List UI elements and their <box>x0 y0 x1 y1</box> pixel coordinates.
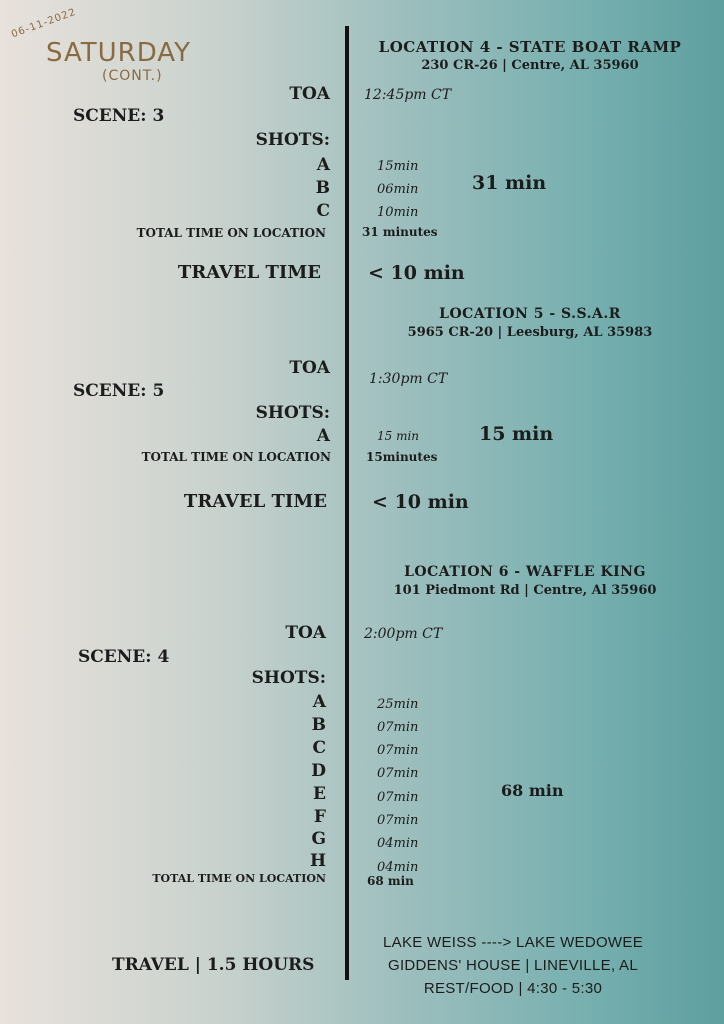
loc4-shot-letter: B <box>315 178 330 198</box>
loc6-shot-time: 07min <box>377 720 419 735</box>
loc4-travel-value: < 10 min <box>368 262 465 284</box>
footer-travel-label: TRAVEL | 1.5 HOURS <box>112 955 315 975</box>
loc6-toa-value: 2:00pm CT <box>364 626 443 642</box>
loc4-travel-label: TRAVEL TIME <box>177 262 321 283</box>
footer-route: LAKE WEISS ----> LAKE WEDOWEE <box>383 934 643 951</box>
loc4-address: 230 CR-26 | Centre, AL 35960 <box>421 58 639 73</box>
loc6-shot-letter: H <box>309 851 326 871</box>
loc6-shot-letter: F <box>313 807 326 827</box>
center-divider <box>345 26 349 980</box>
loc5-toa-label: TOA <box>289 358 330 378</box>
loc6-scene: SCENE: 4 <box>78 647 170 667</box>
loc4-shot-time: 10min <box>377 205 419 220</box>
loc6-summary: 68 min <box>501 781 564 800</box>
loc6-shot-time: 07min <box>377 813 419 828</box>
loc4-shot-time: 15min <box>377 159 419 174</box>
loc5-shots-label: SHOTS: <box>255 403 330 423</box>
continued-label: (CONT.) <box>102 68 163 84</box>
loc6-shot-time: 07min <box>377 743 419 758</box>
loc6-toa-label: TOA <box>285 623 326 643</box>
loc6-shot-time: 25min <box>377 697 419 712</box>
loc6-shot-time: 07min <box>377 790 419 805</box>
loc4-shot-letter: A <box>316 155 330 175</box>
loc4-shots-label: SHOTS: <box>255 130 330 150</box>
loc6-shot-time: 07min <box>377 766 419 781</box>
loc6-total-value: 68 min <box>367 874 414 888</box>
loc6-shots-label: SHOTS: <box>251 668 326 688</box>
loc5-title: LOCATION 5 - S.S.A.R <box>439 306 621 322</box>
loc4-toa-label: TOA <box>289 84 330 104</box>
loc6-shot-letter: D <box>311 761 326 781</box>
loc4-summary: 31 min <box>472 172 547 194</box>
loc5-shot-time: 15 min <box>377 429 420 443</box>
loc6-shot-letter: A <box>312 692 326 712</box>
footer-destination: GIDDENS' HOUSE | LINEVILLE, AL <box>387 957 638 974</box>
loc5-travel-value: < 10 min <box>372 491 469 513</box>
loc6-shot-letter: B <box>311 715 326 735</box>
loc4-shot-time: 06min <box>377 182 419 197</box>
loc4-scene: SCENE: 3 <box>73 106 165 126</box>
loc5-travel-label: TRAVEL TIME <box>183 491 327 512</box>
loc6-address: 101 Piedmont Rd | Centre, Al 35960 <box>393 583 657 598</box>
date-stamp: 06-11-2022 <box>10 6 78 41</box>
loc4-total-value: 31 minutes <box>362 225 438 239</box>
loc6-shot-letter: C <box>312 738 326 758</box>
loc5-total-value: 15minutes <box>366 450 438 464</box>
loc4-shot-letter: C <box>316 201 330 221</box>
loc5-summary: 15 min <box>479 423 554 445</box>
loc6-shot-letter: E <box>313 784 326 804</box>
loc6-shot-time: 04min <box>377 860 419 875</box>
loc4-total-label: TOTAL TIME ON LOCATION <box>136 226 326 240</box>
loc5-toa-value: 1:30pm CT <box>369 371 448 387</box>
loc5-shot-letter: A <box>316 426 330 446</box>
loc6-shot-letter: G <box>311 829 326 849</box>
loc5-scene: SCENE: 5 <box>73 381 165 401</box>
loc4-title: LOCATION 4 - STATE BOAT RAMP <box>378 38 682 56</box>
loc6-title: LOCATION 6 - WAFFLE KING <box>404 564 646 580</box>
loc6-total-label: TOTAL TIME ON LOCATION <box>152 872 326 885</box>
loc5-total-label: TOTAL TIME ON LOCATION <box>141 450 331 464</box>
footer-rest: REST/FOOD | 4:30 - 5:30 <box>423 980 603 997</box>
loc5-address: 5965 CR-20 | Leesburg, AL 35983 <box>407 325 653 340</box>
day-title: SATURDAY <box>46 38 191 68</box>
loc4-toa-value: 12:45pm CT <box>364 87 452 103</box>
loc6-shot-time: 04min <box>377 836 419 851</box>
